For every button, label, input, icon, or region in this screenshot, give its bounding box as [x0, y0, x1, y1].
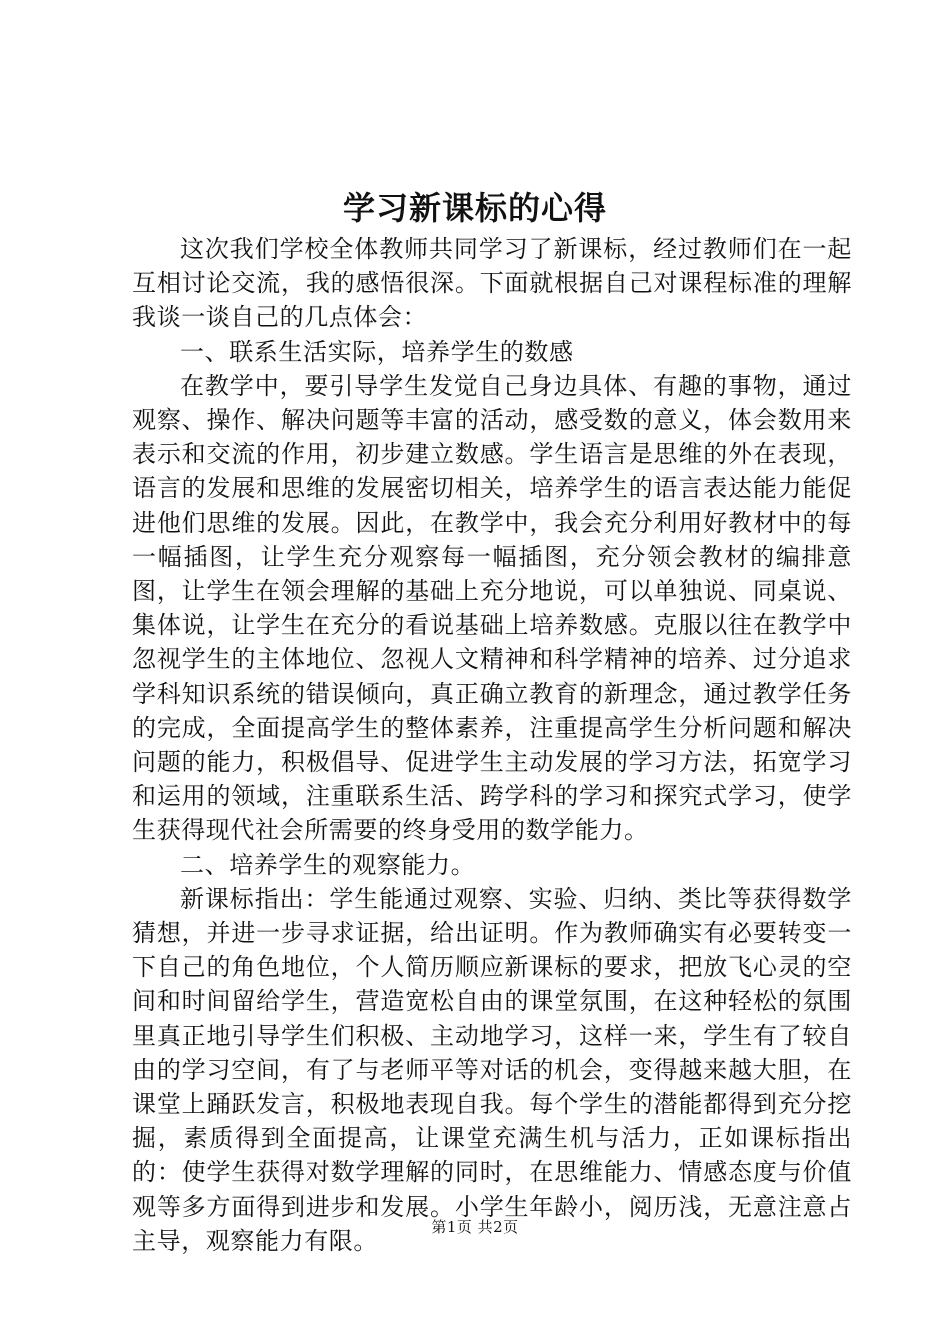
- document-title: 学习新课标的心得: [342, 189, 607, 227]
- section-heading-2: 二、培养学生的观察能力。: [180, 850, 476, 879]
- section-2-paragraph: 新课标指出：学生能通过观察、实验、归纳、类比等获得数学猜想，并进一步寻求证据，给出证明。作为教师确实有必要转变一下自己的角色地位，个人简历顺应新课标的要求，把放飞心灵的空间和时间留给学生，营造宽松自由的课堂氛围，在这种轻松的氛围里真正地引导学生们积极、主动地学习，这样一来，学生有了较自由的学习空间，有了与老师平等对话的机会，变得越来越大胆，在课堂上踊跃发言，积极地表现自我。每个学生的潜能都得到充分挖掘，素质得到全面提高，让课堂充满生机与活力，正如课标指出的：使学生获得对数学理解的同时，在思维能力、情感态度与价值观等多方面得到进步和发展。小学生年龄小，阅历浅，无意注意占主导，观察能力有限。: [132, 884, 852, 1255]
- section-heading-1: 一、联系生活实际，培养学生的数感: [180, 337, 574, 366]
- section-1-paragraph: 在教学中，要引导学生发觉自己身边具体、有趣的事物，通过观察、操作、解决问题等丰富的活动，感受数的意义，体会数用来表示和交流的作用，初步建立数感。学生语言是思维的外在表现，语言的发展和思维的发展密切相关，培养学生的语言表达能力能促进他们思维的发展。因此，在教学中，我会充分利用好教材中的每一幅插图，让学生充分观察每一幅插图，充分领会教材的编排意图，让学生在领会理解的基础上充分地说，可以单独说、同桌说、集体说，让学生在充分的看说基础上培养数感。克服以往在教学中忽视学生的主体地位、忽视人文精神和科学精神的培养、过分追求学科知识系统的错误倾向，真正确立教育的新理念，通过教学任务的完成，全面提高学生的整体素养，注重提高学生分析问题和解决问题的能力，积极倡导、促进学生主动发展的学习方法，拓宽学习和运用的领域，注重联系生活、跨学科的学习和探究式学习，使学生获得现代社会所需要的终身受用的数学能力。: [132, 371, 852, 845]
- intro-paragraph: 这次我们学校全体教师共同学习了新课标，经过教师们在一起互相讨论交流，我的感悟很深。下面就根据自己对课程标准的理解我谈一谈自己的几点体会：: [132, 235, 852, 332]
- document-body: [132, 232, 852, 1258]
- page-number-footer: 第1页 共2页: [431, 1218, 519, 1236]
